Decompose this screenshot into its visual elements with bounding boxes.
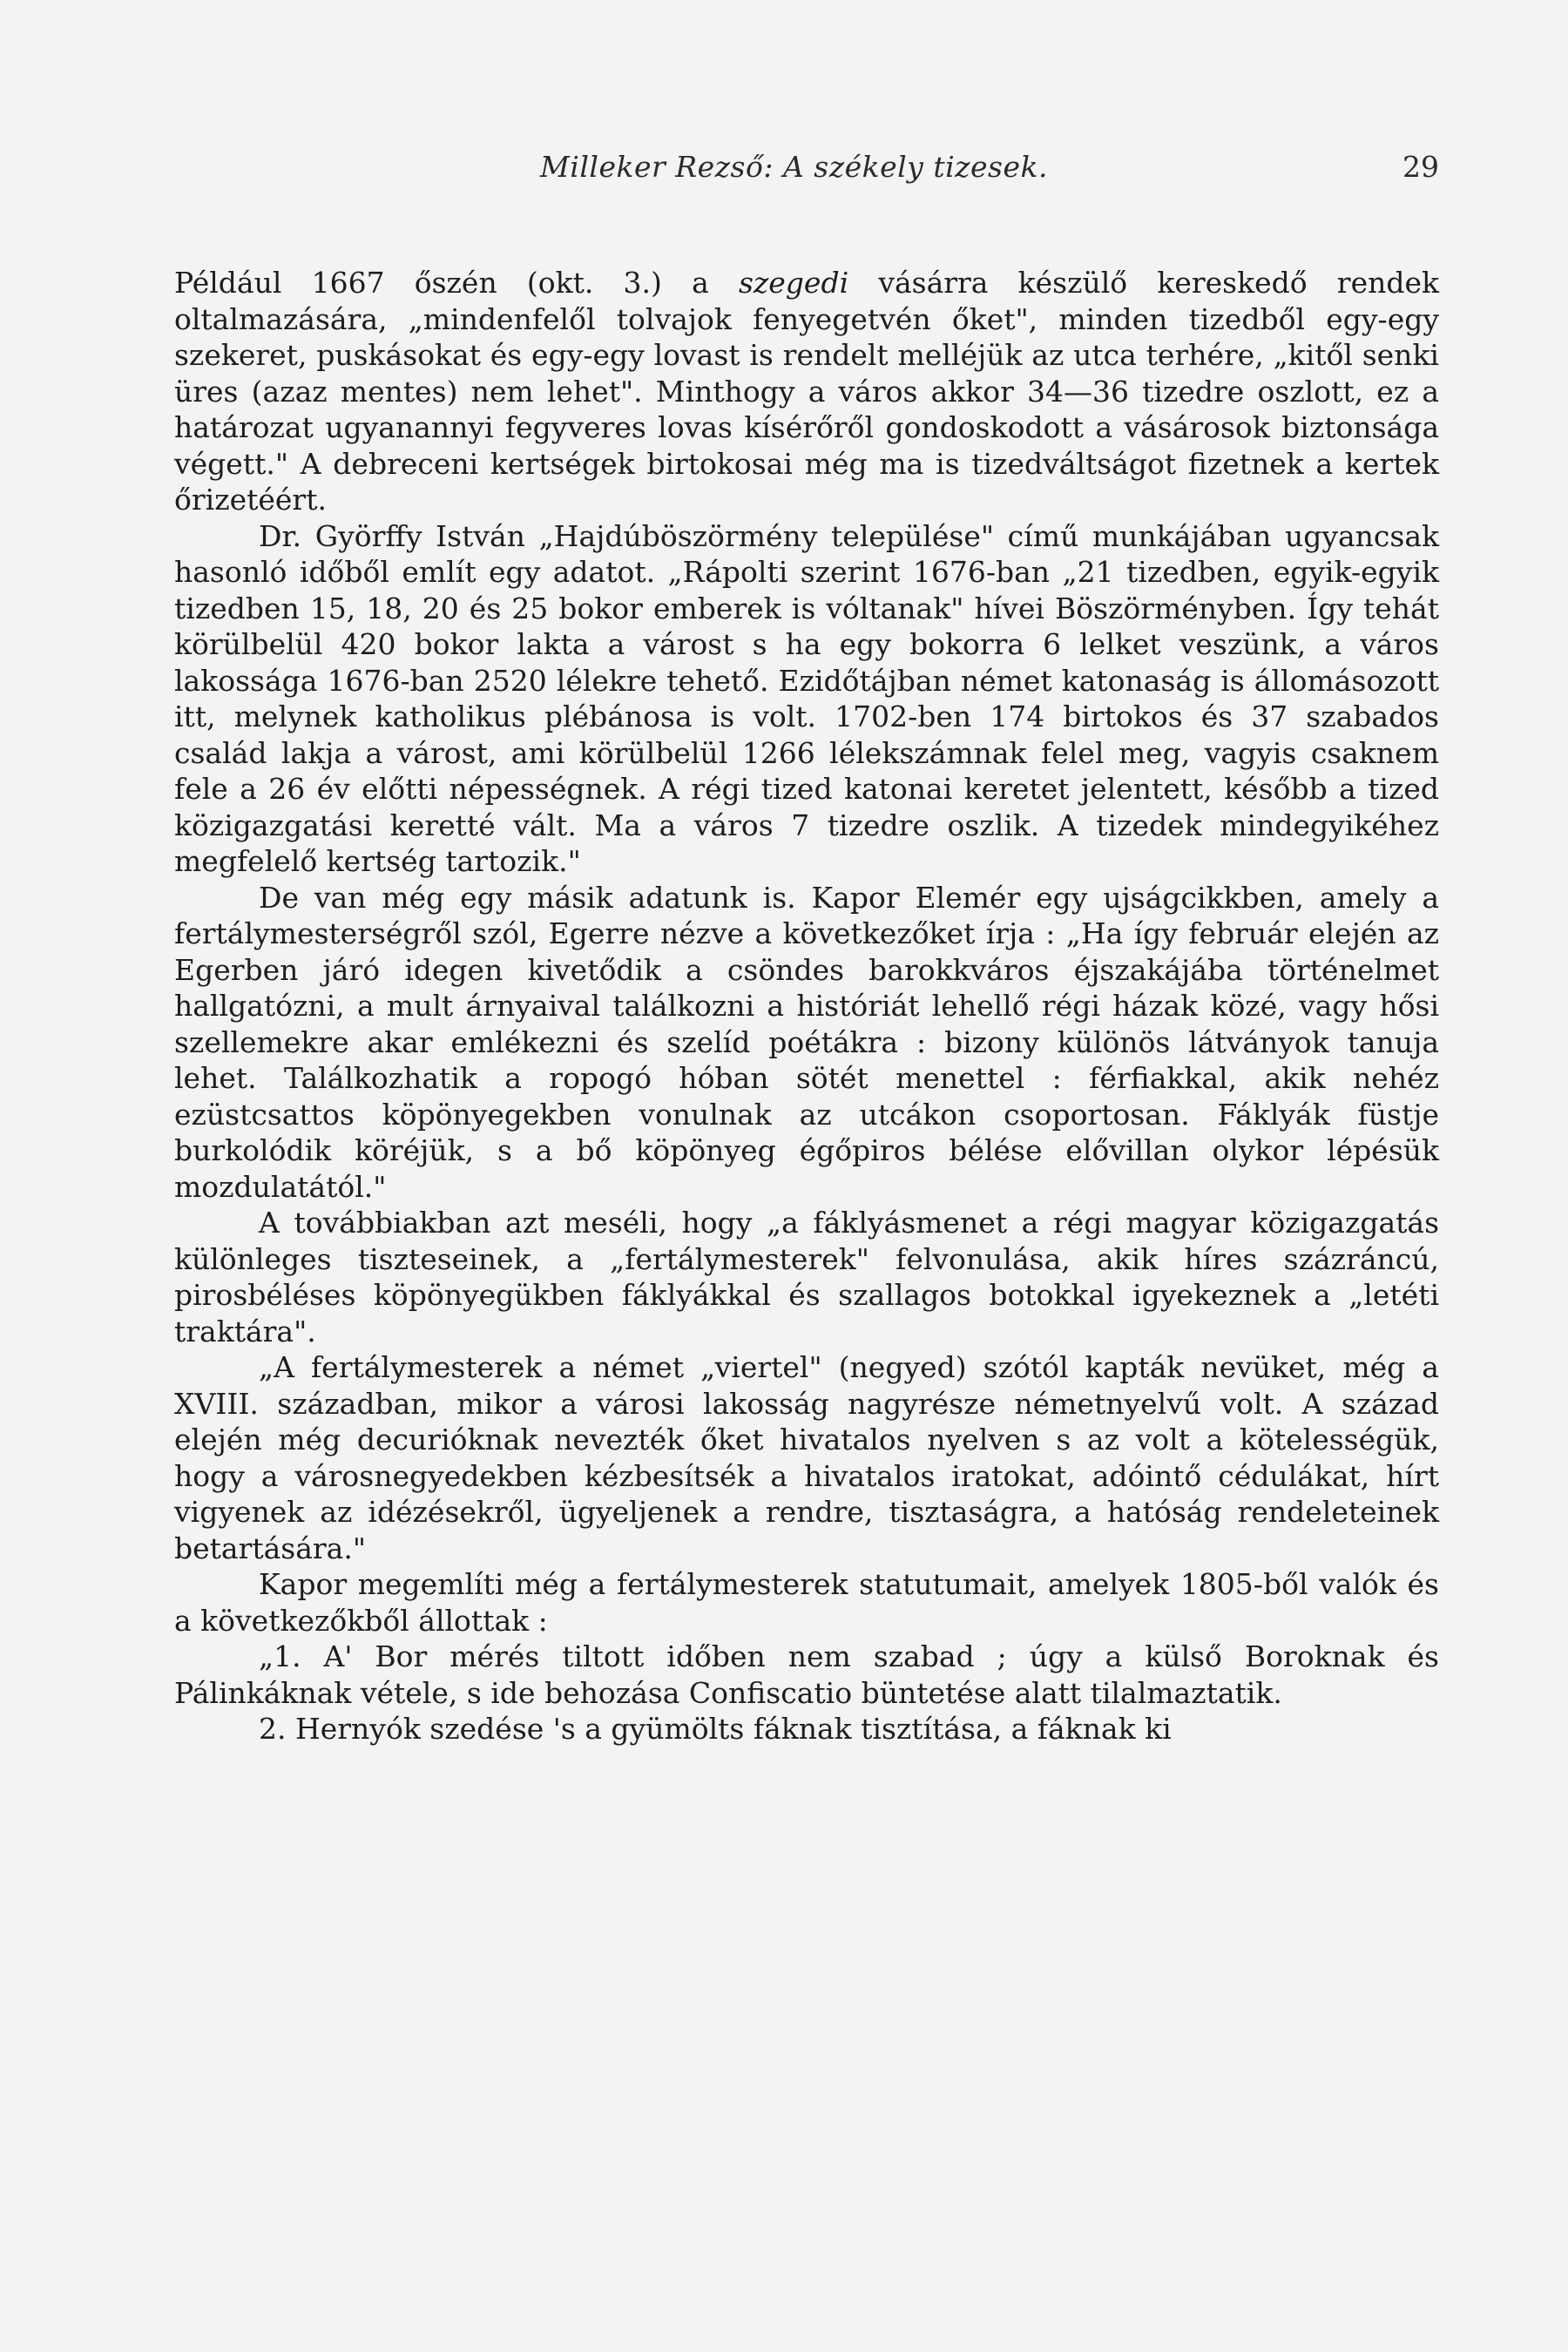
paragraph-1-rest: vásárra készülő kereskedő rendek oltalmazására, „mindenfelől tolvajok fenyegetvén őket", minden tizedből egy-egy szekeret, puskásokat és egy-egy lovast is rendelt melléjük az utca terhére, „kitől senki üres (azaz mentes) nem lehet". Minthogy a város akkor 34—36 tizedre oszlott, ez a határozat ugyanannyi fegyveres lovas kísérőről gondoskodott a vásárosok biztonsága végett." A debreceni kertségek birtokosai még ma is tizedváltságot fizetnek a kertek őrizetéért. — [174, 266, 1440, 517]
running-title: Milleker Rezső: A székely tizesek. — [540, 150, 1049, 184]
statute-item-2: 2. Hernyók szedése 's a gyümölts fáknak tisztítása, a fáknak ki — [259, 1712, 1172, 1746]
paragraph-4: A továbbiakban azt meséli, hogy „a fáklyásmenet a régi magyar közigazgatás különleges tiszteseinek, a „fertálymesterek" felvonulása, akik híres százráncú, pirosbéléses köpönyegükben fáklyákkal és szallagos botokkal igyekeznek a „letéti traktára". — [174, 1206, 1439, 1348]
paragraph-5: „A fertálymesterek a német „viertel" (negyed) szótól kapták nevüket, még a XVIII. században, mikor a városi lakosság nagyrésze németnyelvű volt. A század elején még decurióknak nevezték őket hivatalos nyelven s az volt a kötelességük, hogy a városnegyedekben kézbesítsék a hivatalos iratokat, adóintő cédulákat, hírt vigyenek az idézésekről, ügyeljenek a rendre, tisztaságra, a hatóság rendeleteinek betartására." — [174, 1350, 1439, 1565]
body-text — [174, 265, 1439, 1747]
paragraph-6: Kapor megemlíti még a fertálymesterek statutumait, amelyek 1805-ből valók és a következőkből állottak : — [174, 1567, 1439, 1638]
paragraph-2: Dr. Györffy István „Hajdúböszörmény települése" című munkájában ugyancsak hasonló időből említ egy adatot. „Rápolti szerint 1676-ban „21 tizedben, egyik-egyik tizedben 15, 18, 20 és 25 bokor emberek is vóltanak" hívei Böszörményben. Így tehát körülbelül 420 bokor lakta a várost s ha egy bokorra 6 lelket veszünk, a város lakossága 1676-ban 2520 lélekre tehető. Ezidőtájban német katonaság is állomásozott itt, melynek katholikus plébánosa is volt. 1702-ben 174 birtokos és 37 szabados család lakja a várost, ami körülbelül 1266 lélekszámnak felel meg, vagyis csaknem fele a 26 év előtti népességnek. A régi tized katonai keretet jelentett, később a tized közigazgatási keretté vált. Ma a város 7 tizedre oszlik. A tizedek mindegyikéhez megfelelő kertség tartozik." — [174, 518, 1439, 878]
paragraph-1-start: Például 1667 őszén (okt. 3.) a — [174, 266, 739, 300]
statute-item-1: „1. A' Bor mérés tiltott időben nem szabad ; úgy a külső Boroknak és Pálinkáknak vétele, s ide behozása Confiscatio büntetése alatt tilalmaztatik. — [174, 1639, 1439, 1710]
paragraph-3: De van még egy másik adatunk is. Kapor Elemér egy ujságcikkben, amely a fertálymesterségről szól, Egerre nézve a következőket írja : „Ha így február elején az Egerben járó idegen kivetődik a csöndes barokkváros éjszakájába történelmet hallgatózni, a mult árnyaival találkozni a históriát lehellő régi házak közé, vagy hősi szellemekre akar emlékezni és szelíd poétákra : bizony különös látványok tanuja lehet. Találkozhatik a ropogó hóban sötét menettel : férfiakkal, akik nehéz ezüstcsattos köpönyegekben vonulnak az utcákon csoportosan. Fáklyák füstje burkolódik köréjük, s a bő köpönyeg égőpiros bélése elővillan olykor lépésük mozdulatától." — [174, 880, 1439, 1204]
page-number: 29 — [1402, 150, 1439, 184]
paragraph-1-italic: szegedi — [738, 266, 849, 300]
page-header — [174, 150, 1446, 193]
paragraph-1 — [174, 265, 1439, 518]
